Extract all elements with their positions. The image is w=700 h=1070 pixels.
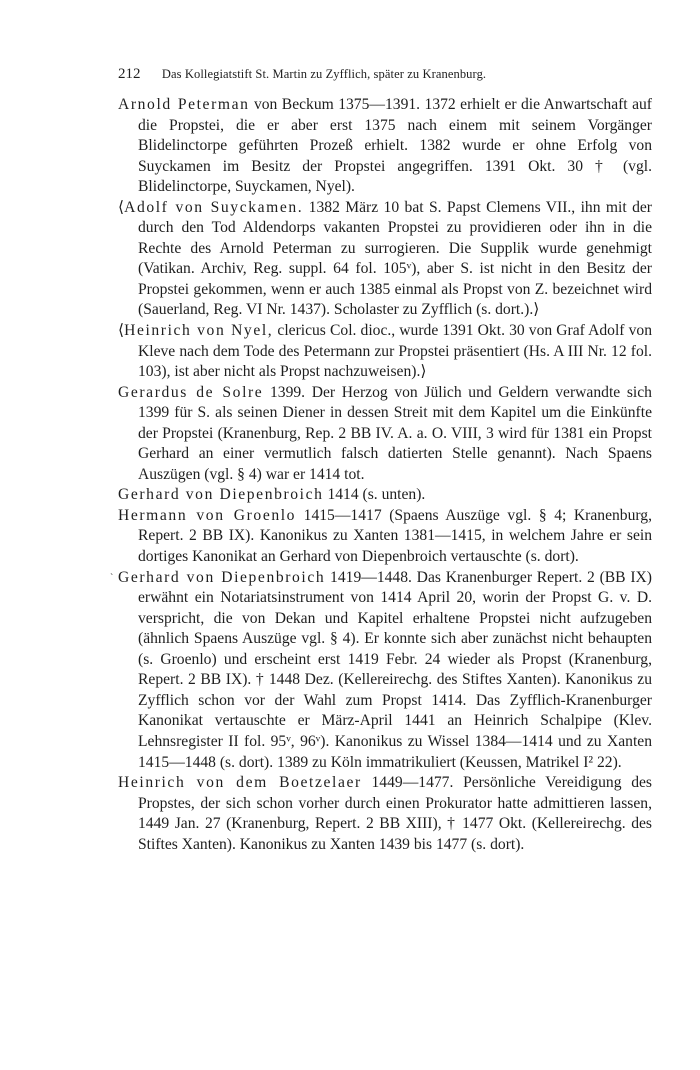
stray-mark: ` — [110, 573, 114, 584]
entry-text: 1419—1448. Das Kranenburger Repert. 2 (BB IX) erwähnt ein Notariatsinstrument von 1414 April 20, worin der Propst G. v. D. verspricht, die von Dekan und Kapitel erhaltene Propstei nicht aufzugeben (ähnlich Spaens Auszüge vgl. § 4). Er konnte sich aber zunächst nicht behaupten (s. Groenlo) und erscheint erst 1419 Febr. 24 wieder als Propst (Kranenburg, Repert. 2 BB IX). † 1448 Dez. (Kellereirechg. des Stiftes Xanten). Kanonikus zu Zyfflich schon vor der Wahl zum Propst 1414. Das Zyfflich-Kranenburger Kanonikat vertauschte er März-April 1441 an Heinrich Schalpipe (Klev. Lehnsregister II fol. 95ᵛ, 96ᵛ). Kanonikus zu Wissel 1384—1414 und zu Xanten 1415—1448 (s. dort). 1389 zu Köln immatrikuliert (Keussen, Matrikel I² 22). — [138, 568, 652, 771]
entry-gerhard-von-diepenbroich-short — [118, 485, 652, 506]
entry-adolf-von-suyckamen — [118, 198, 652, 321]
entry-name: Gerardus de Solre — [118, 383, 264, 401]
entry-name: Arnold Peterman — [118, 96, 250, 113]
entry-name: Hermann von Groenlo — [118, 506, 297, 524]
entry-heinrich-von-dem-boetzelaer — [118, 773, 652, 855]
entry-name: Heinrich von dem Boetzelaer — [118, 774, 362, 792]
entry-bracket: ⟨ — [118, 198, 125, 216]
entry-text: 1449—1477. Persönliche Vereidigung des Propstes, der sich schon vorher durch einen Prokurator hatte admittieren lassen, 1449 Jan. 27 (Kranenburg, Repert. 2 BB XIII), † 1477 Okt. (Kellereirechg. des Stiftes Xanten). Kanonikus zu Xanten 1439 bis 1477 (s. dort). — [138, 774, 652, 853]
entry-bracket: ⟨ — [118, 322, 125, 340]
page-header — [118, 66, 588, 83]
entry-name: Gerhard von Diepenbroich — [118, 486, 324, 504]
entry-text: 1414 (s. unten). — [323, 486, 426, 504]
entry-heinrich-von-nyel — [118, 321, 652, 383]
entry-hermann-von-groenlo — [118, 506, 652, 568]
page-number: 212 — [118, 66, 141, 82]
entry-arnold-peterman — [118, 95, 652, 198]
entry-gerhard-von-diepenbroich — [118, 568, 652, 773]
entry-text: 1415—1417 (Spaens Auszüge vgl. § 4; Kranenburg, Repert. 2 BB IX). Kanonikus zu Xanten 1381—1415, in welchem Jahre er sein dortiges Kanonikat an Gerhard von Diepenbroich vertauschte (s. dort). — [138, 506, 653, 566]
entry-list — [118, 95, 652, 855]
entry-text: 1399. Der Herzog von Jülich und Geldern verwandte sich 1399 für S. als seinen Diener in dessen Streit mit dem Kapitel um die Einkünfte der Propstei (Kranenburg, Rep. 2 BB IV. A. a. O. VIII, 3 wird für 1381 ein Propst Gerhard an einer vermutlich falsch datierten Stelle genannt). Nach Spaens Auszügen (vgl. § 4) war er 1414 tot. — [138, 383, 652, 483]
entry-text: 1382 März 10 bat S. Papst Clemens VII., ihn mit der durch den Tod Aldendorps vakanten Propstei zu providieren oder ihn in die Rechte des Arnold Peterman zu surrogieren. Die Supplik wurde genehmigt (Vatikan. Archiv, Reg. suppl. 64 fol. 105ᵛ), aber S. ist nicht in den Besitz der Propstei gekommen, wenn er auch 1385 einmal als Propst von Z. bezeichnet wird (Sauerland, Reg. VI Nr. 1437). Scholaster zu Zyfflich (s. dort.).⟩ — [138, 198, 652, 319]
running-title: Das Kollegiatstift St. Martin zu Zyfflich, später zu Kranenburg. — [161, 67, 487, 81]
entry-text: clericus Col. dioc., wurde 1391 Okt. 30 von Graf Adolf von Kleve nach dem Tode des Petermann zur Propstei präsentiert (Hs. A III Nr. 12 fol. 103), ist aber nicht als Propst nachzuweisen).⟩ — [138, 322, 652, 381]
entry-gerardus-de-solre — [118, 383, 652, 486]
entry-name: Heinrich von Nyel, — [124, 322, 274, 340]
entry-name: Adolf von Suyckamen. — [124, 198, 304, 216]
entry-name: Gerhard von Diepenbroich — [118, 568, 326, 586]
entry-text: von Beckum 1375—1391. 1372 erhielt er die Anwartschaft auf die Propstei, die er aber erst 1375 nach einem mit seinem Vorgänger Blidelinctorpe geführten Prozeß erhielt. 1382 wurde er ohne Erfolg von Suyckamen im Besitz der Propstei angegriffen. 1391 Okt. 30 † (vgl. Blidelinctorpe, Suyckamen, Nyel). — [138, 96, 652, 196]
